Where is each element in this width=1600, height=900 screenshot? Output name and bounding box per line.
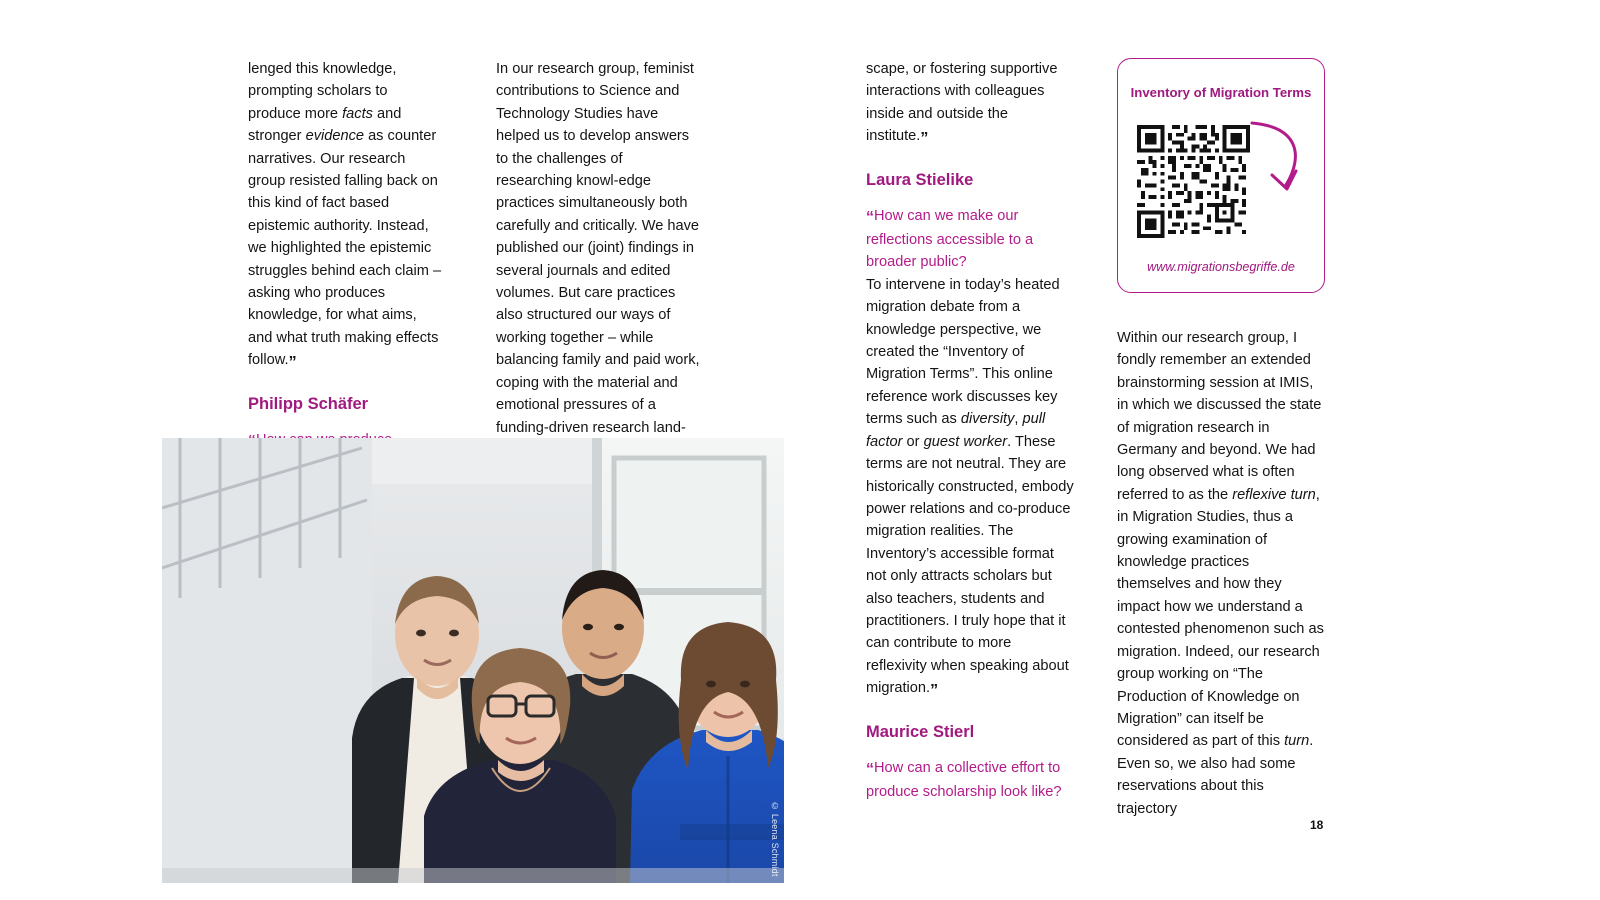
page-number: 18: [1310, 818, 1324, 832]
person-heading-maurice-stierl: Maurice Stierl: [866, 722, 975, 741]
text-column-4: [1117, 327, 1327, 820]
promo-card-url[interactable]: www.migrationsbegriffe.de: [1147, 260, 1295, 274]
col3-body-2: To intervene in today’s heated migration debate from a knowledge perspective, we created the “Inventory of Migration Terms”. This online reference work discusses key terms such as diversity, pull factor or guest worker. These terms are not neutral. They are historically constructed, embody power relations and co-produce migration realities. The Inventory’s accessible format not only attracts scholars but also teachers, students and practitioners. I truly hope that it can contribute to more reflexivity when speaking about migration.”: [866, 276, 1074, 700]
col3-body: scape, or fostering supportive interactions with colleagues inside and outside the institute.”: [866, 61, 1058, 148]
col2-body: In our research group, feminist contributions to Science and Technology Studies have helped us to develop answers to the challenges of researching knowl-edge practices simultaneously both carefully and critically. We have published our (joint) findings in several journals and edited volumes. But care practices also structured our ways of working together – while balancing family and paid work, coping with the material and emotional pressures of a funding-driven research land-: [496, 61, 700, 436]
inventory-promo-card[interactable]: [1117, 58, 1325, 293]
text-column-2: [496, 58, 700, 439]
col3-pull-question: “How can we make our reflections accessible to a broader public?: [866, 207, 1034, 271]
group-photo-image: [162, 438, 784, 883]
qr-code-icon: [1137, 125, 1250, 238]
col1-body: lenged this knowledge, prompting scholars to produce more facts and stronger evidence as counter narratives. Our research group resisted falling back on this kind of fact based epistemic authority. Instead, we highlighted the epistemic struggles behind each claim – asking who produces knowledge, for what aims, and what truth making effects follow.”: [248, 61, 442, 372]
group-photo: [162, 438, 784, 883]
text-column-3: [866, 58, 1074, 803]
col4-body: Within our research group, I fondly remember an extended brainstorming session at IMIS, in which we discussed the state of migration research in Germany and beyond. We had long observed what is often referred to as the reflexive turn, in Migration Studies, thus a growing examination of knowledge practices themselves and how they impact how we understand a contested phenomenon such as migration. Indeed, our research group working on “The Production of Knowledge on Migration” can itself be considered as part of this turn. Even so, we also had some reservations about this trajectory: [1117, 330, 1324, 817]
person-heading-philipp-schaefer: Philipp Schäfer: [248, 394, 369, 413]
col3-pull-question-2: “How can a collective effort to produce scholarship look like?: [866, 759, 1062, 800]
photo-credit: © Leena Schmidt: [770, 801, 780, 877]
text-column-1: [248, 58, 444, 498]
person-heading-laura-stielike: Laura Stielike: [866, 170, 974, 189]
curved-arrow-icon: [1246, 117, 1312, 201]
promo-card-title: Inventory of Migration Terms: [1130, 85, 1312, 100]
